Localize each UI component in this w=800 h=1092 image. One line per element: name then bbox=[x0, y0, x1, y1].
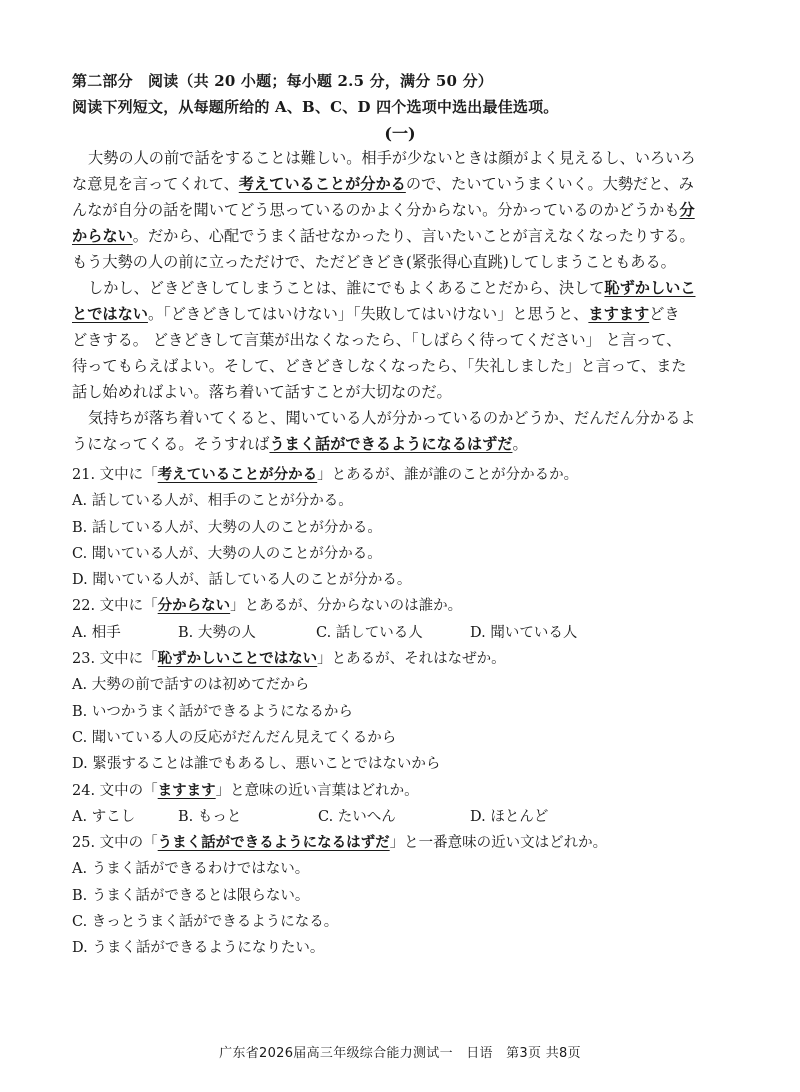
underlined-phrase: 分 bbox=[679, 201, 695, 219]
part-title: 第二部分 阅读（共 20 小题；每小题 2.5 分，满分 50 分） bbox=[72, 72, 493, 90]
instruction: 阅读下列短文，从每题所给的 A、B、C、D 四个选项中选出最佳选项。 bbox=[72, 98, 559, 116]
underlined-phrase: ますます bbox=[588, 305, 650, 323]
option-24-d: D. ほとんど bbox=[470, 808, 549, 825]
passage-line: んなが自分の話を聞いてどう思っているのかよく分からない。分かっているのかどうかも分 bbox=[72, 201, 695, 219]
question-list bbox=[72, 462, 752, 962]
page-footer: 广东省2026届高三年级综合能力测试一 日语 第3页 共8页 bbox=[219, 1046, 581, 1061]
passage-line: 気持ちが落ち着いてくると、聞いている人が分かっているのかどうか、だんだん分かるよ bbox=[88, 409, 696, 427]
underlined-phrase: とではない bbox=[72, 305, 148, 323]
question-24: 24. 文中の「ますます」と意味の近い言葉はどれか。 bbox=[72, 781, 419, 799]
option-21-b: B. 話している人が、大勢の人のことが分かる。 bbox=[72, 519, 382, 536]
option-23-c: C. 聞いている人の反応がだんだん見えてくるから bbox=[72, 729, 397, 746]
option-23-b: B. いつかうまく話ができるようになるから bbox=[72, 703, 353, 720]
reading-passage bbox=[72, 145, 734, 457]
passage-line: 話し始めればよい。落ち着いて話すことが大切なのだ。 bbox=[72, 383, 452, 401]
option-22-c: C. 話している人 bbox=[316, 624, 423, 641]
option-24-a: A. すこし bbox=[72, 808, 136, 825]
question-25: 25. 文中の「うまく話ができるようになるはずだ」と一番意味の近い文はどれか。 bbox=[72, 834, 608, 852]
section-number: (一) bbox=[384, 124, 416, 143]
option-24-c: C. たいへん bbox=[318, 808, 396, 825]
option-23-d: D. 緊張することは誰でもあるし、悪いことではないから bbox=[72, 756, 441, 773]
option-21-d: D. 聞いている人が、話している人のことが分かる。 bbox=[72, 572, 412, 589]
question-23: 23. 文中に「恥ずかしいことではない」とあるが、それはなぜか。 bbox=[72, 650, 506, 668]
option-23-a: A. 大勢の前で話すのは初めてだから bbox=[72, 677, 310, 694]
option-22-b: B. 大勢の人 bbox=[178, 624, 256, 641]
option-21-a: A. 話している人が、相手のことが分かる。 bbox=[72, 493, 353, 510]
question-21: 21. 文中に「考えていることが分かる」とあるが、誰が誰のことが分かるか。 bbox=[72, 466, 579, 483]
option-21-c: C. 聞いている人が、大勢の人のことが分かる。 bbox=[72, 545, 382, 562]
option-25-c: C. きっとうまく話ができるようになる。 bbox=[72, 914, 339, 931]
underlined-phrase: 恥ずかしいこ bbox=[604, 279, 696, 297]
question-22: 22. 文中に「分からない」とあるが、分からないのは誰か。 bbox=[72, 597, 463, 615]
passage-line: しかし、どきどきしてしまうことは、誰にでもよくあることだから、決して恥ずかしいこ bbox=[88, 279, 696, 297]
option-25-b: B. うまく話ができるとは限らない。 bbox=[72, 887, 310, 904]
passage-line: 大勢の人の前で話をすることは難しい。相手が少ないときは顔がよく見えるし、いろいろ bbox=[88, 149, 696, 167]
option-22-d: D. 聞いている人 bbox=[470, 624, 578, 641]
passage-line: 待ってもらえばよい。そして、どきどきしなくなったら、「失礼しました」と言って、また bbox=[72, 357, 687, 375]
option-25-d: D. うまく話ができるようになりたい。 bbox=[72, 940, 325, 957]
passage-line: とではない。「どきどきしてはいけない」「失敗してはいけない」と思うと、ますますどき bbox=[72, 305, 680, 323]
option-24-b: B. もっと bbox=[178, 808, 242, 825]
underlined-phrase: 考えていることが分かる bbox=[238, 175, 406, 193]
option-22-a: A. 相手 bbox=[72, 624, 121, 641]
passage-line: もう大勢の人の前に立っただけで、ただどきどき(紧张得心直跳)してしまうこともある。 bbox=[72, 253, 676, 271]
options-24 bbox=[72, 804, 752, 830]
option-25-a: A. うまく話ができるわけではない。 bbox=[72, 861, 310, 878]
passage-line: どきする。 どきどきして言葉が出なくなったら、「しばらく待ってください」 と言って、 bbox=[72, 331, 682, 349]
passage-line: な意見を言ってくれて、考えていることが分かるので、たいていうまくいく。大勢だと、み bbox=[72, 175, 694, 193]
underlined-phrase: うまく話ができるようになるはずだ bbox=[269, 435, 513, 453]
underlined-phrase: からない bbox=[72, 227, 133, 245]
options-22 bbox=[72, 620, 752, 646]
passage-line: うになってくる。そうすればうまく話ができるようになるはずだ。 bbox=[72, 435, 528, 453]
passage-line: からない。だから、心配でうまく話せなかったり、言いたいことが言えなくなったりする。 bbox=[72, 227, 695, 245]
